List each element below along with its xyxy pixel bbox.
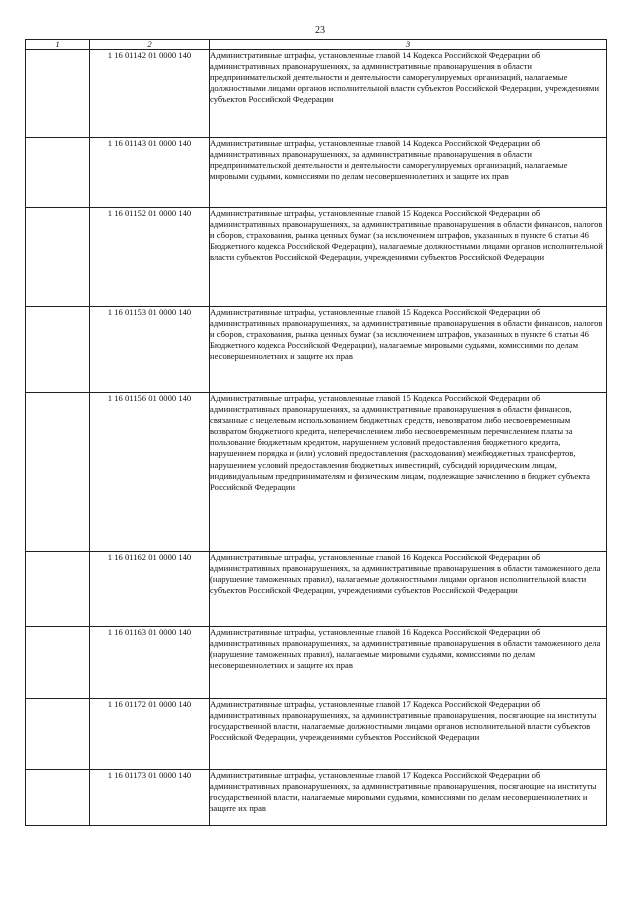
row-col1-cell — [26, 627, 90, 699]
table-row — [26, 699, 607, 770]
row-description-cell: Административные штрафы, установленные главой 17 Кодекса Российской Федерации об административных правонарушениях, за административные правонарушения, посягающие на институты государственной власти, налагаемые должностными лицами органов исполнительной власти субъектов Российской Федерации, учреждениями субъектов Российской Федерации — [210, 699, 607, 770]
classification-table — [25, 39, 607, 826]
table-row — [26, 770, 607, 826]
row-code-cell: 1 16 01152 01 0000 140 — [90, 208, 210, 307]
page-number: 23 — [315, 25, 325, 36]
row-description-cell: Административные штрафы, установленные главой 17 Кодекса Российской Федерации об административных правонарушениях, за административные правонарушения, посягающие на институты государственной власти, налагаемые мировыми судьями, комиссиями по делам несовершеннолетних и защите их прав — [210, 770, 607, 826]
table-row — [26, 50, 607, 138]
table-row — [26, 627, 607, 699]
row-description-cell: Административные штрафы, установленные главой 16 Кодекса Российской Федерации об административных правонарушениях, за административные правонарушения в области таможенного дела (нарушение таможенных правил), налагаемые мировыми судьями, комиссиями по делам несовершеннолетних и защите их прав — [210, 627, 607, 699]
row-col1-cell — [26, 699, 90, 770]
row-description-cell: Административные штрафы, установленные главой 16 Кодекса Российской Федерации об административных правонарушениях, за административные правонарушения в области таможенного дела (нарушение таможенных правил), налагаемые должностными лицами органов исполнительной власти субъектов Российской Федерации, учреждениями субъектов Российской Федерации — [210, 552, 607, 627]
row-col1-cell — [26, 393, 90, 552]
row-col1-cell — [26, 307, 90, 393]
table-row — [26, 208, 607, 307]
row-code-cell: 1 16 01162 01 0000 140 — [90, 552, 210, 627]
table-row — [26, 307, 607, 393]
row-code-cell: 1 16 01172 01 0000 140 — [90, 699, 210, 770]
row-col1-cell — [26, 138, 90, 208]
row-description-cell: Административные штрафы, установленные главой 15 Кодекса Российской Федерации об административных правонарушениях, за административные правонарушения в области финансов, налогов и сборов, страхования, рынка ценных бумаг (за исключением штрафов, указанных в пункте 6 статьи 46 Бюджетного кодекса Российской Федерации), налагаемые мировыми судьями, комиссиями по делам несовершеннолетних и защите их прав — [210, 307, 607, 393]
column-header-3: 3 — [210, 40, 607, 50]
row-code-cell: 1 16 01143 01 0000 140 — [90, 138, 210, 208]
row-col1-cell — [26, 770, 90, 826]
row-description-cell: Административные штрафы, установленные главой 14 Кодекса Российской Федерации об административных правонарушениях, за административные правонарушения в области предпринимательской деятельности и деятельности саморегулируемых организаций, налагаемые должностными лицами органов исполнительной власти субъектов Российской Федерации, учреждениями субъектов Российской Федерации — [210, 50, 607, 138]
table-header-row — [26, 40, 607, 50]
row-col1-cell — [26, 552, 90, 627]
row-description-cell: Административные штрафы, установленные главой 14 Кодекса Российской Федерации об административных правонарушениях, за административные правонарушения в области предпринимательской деятельности и деятельности саморегулируемых организаций, налагаемые мировыми судьями, комиссиями по делам несовершеннолетних и защите их прав — [210, 138, 607, 208]
row-code-cell: 1 16 01153 01 0000 140 — [90, 307, 210, 393]
row-description-cell: Административные штрафы, установленные главой 15 Кодекса Российской Федерации об административных правонарушениях, за административные правонарушения в области финансов, налогов и сборов, страхования, рынка ценных бумаг (за исключением штрафов, указанных в пункте 6 статьи 46 Бюджетного кодекса Российской Федерации), налагаемые должностными лицами органов исполнительной власти субъектов Российской Федерации, учреждениями субъектов Российской Федерации — [210, 208, 607, 307]
row-code-cell: 1 16 01163 01 0000 140 — [90, 627, 210, 699]
column-header-2: 2 — [90, 40, 210, 50]
row-col1-cell — [26, 208, 90, 307]
row-code-cell: 1 16 01173 01 0000 140 — [90, 770, 210, 826]
column-header-1: 1 — [26, 40, 90, 50]
table-row — [26, 138, 607, 208]
row-col1-cell — [26, 50, 90, 138]
row-code-cell: 1 16 01156 01 0000 140 — [90, 393, 210, 552]
row-description-cell: Административные штрафы, установленные главой 15 Кодекса Российской Федерации об административных правонарушениях, за административные правонарушения в области финансов, связанные с нецелевым использованием бюджетных средств, невозвратом либо несвоевременным возвратом бюджетного кредита, неперечислением либо несвоевременным перечислением платы за пользование бюджетным кредитом, нарушением условий предоставления бюджетного кредита, нарушением порядка и (или) условий предоставления (расходования) межбюджетных трансфертов, нарушением условий предоставления бюджетных инвестиций, субсидий юридическим лицам, индивидуальным предпринимателям и физическим лицам, подлежащие зачислению в бюджет субъекта Российской Федерации — [210, 393, 607, 552]
table-row — [26, 552, 607, 627]
table-row — [26, 393, 607, 552]
row-code-cell: 1 16 01142 01 0000 140 — [90, 50, 210, 138]
